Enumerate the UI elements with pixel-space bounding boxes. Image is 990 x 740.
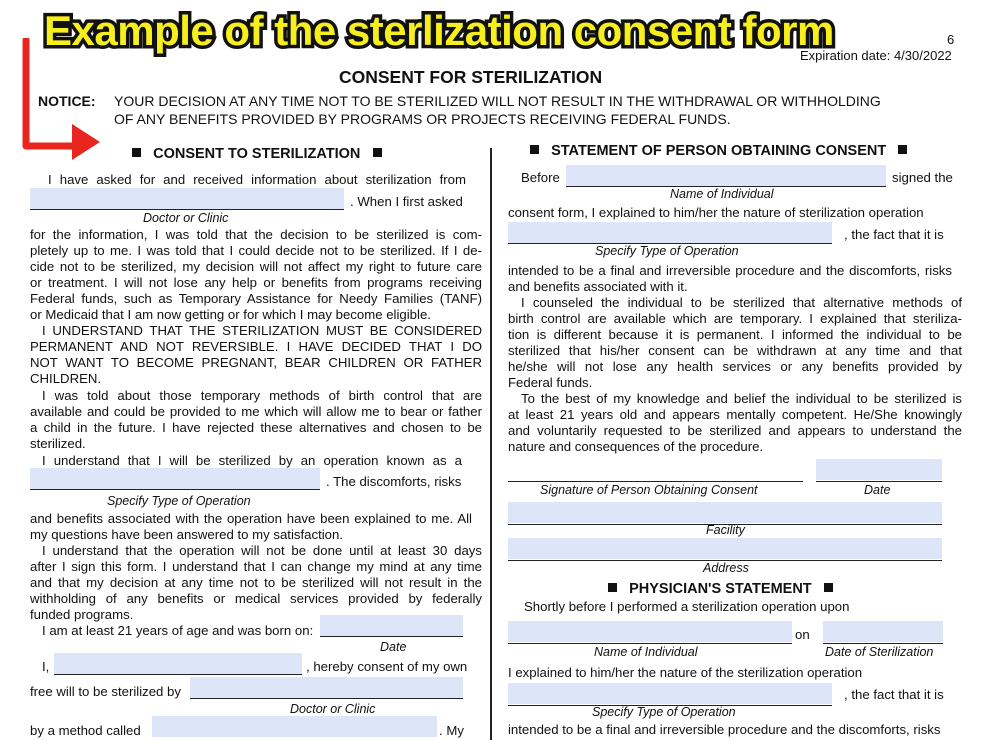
physician-heading [608, 580, 833, 598]
date-underline-right [816, 481, 942, 482]
left-p2-last: CHILDREN. [30, 371, 102, 386]
right-p1-line: intended to be a final and irreversible procedure and the discomforts, risks [508, 263, 952, 278]
right-p3-line: and voluntarily requested to be sterilized and appears to understand the [508, 423, 962, 438]
left-p4-last: my questions have been answered to my satisfaction. [30, 527, 344, 542]
left-p4-line3: and benefits associated with the operation have been explained to me. All [30, 511, 472, 526]
notice-line-2: OF ANY BENEFITS PROVIDED BY PROGRAMS OR PROJECTS RECEIVING FEDERAL FUNDS. [114, 111, 731, 127]
left-p2-line: PERMANENT AND NOT REVERSIBLE. I HAVE DECIDED THAT I DO [30, 339, 482, 354]
expiration-date: Expiration date: 4/30/2022 [800, 48, 952, 63]
fact-that: , the fact that it is [844, 227, 944, 242]
notice-line-1: YOUR DECISION AT ANY TIME NOT TO BE STERILIZED WILL NOT RESULT IN THE WITHDRAWAL OR WITHHOLDING [114, 93, 881, 109]
explained-line: I explained to him/her the nature of the sterilization operation [508, 665, 863, 680]
operation-field-physician[interactable] [508, 683, 832, 704]
left-p5-line: and that my decision at any time not to be sterilized will not result in the [30, 575, 482, 590]
facility-field[interactable] [508, 502, 942, 523]
operation-field-right[interactable] [508, 222, 832, 243]
left-p5-line: after I sign this form. I understand that I can change my mind at any time [30, 559, 482, 574]
left-p3-line: I was told about those temporary methods of birth control that are [42, 388, 482, 403]
left-p1-line: Federal funds, such as Temporary Assistance for Needy Families (TANF) [30, 291, 482, 306]
specify-operation-label: Specify Type of Operation [107, 494, 251, 508]
left-p3-last: sterilized. [30, 436, 86, 451]
doctor-clinic-label-2: Doctor or Clinic [290, 702, 376, 716]
free-will-line: free will to be sterilized by [30, 684, 181, 699]
my-text: . My [439, 723, 464, 738]
left-p4-after-field: . The discomforts, risks [326, 474, 462, 489]
sterilization-date-field[interactable] [823, 621, 943, 642]
signature-label: Signature of Person Obtaining Consent [540, 483, 758, 497]
facility-label: Facility [706, 523, 745, 537]
right-p2-line: he/she will not lose any health services or any benefits provided by [508, 359, 962, 374]
age-line: I am at least 21 years of age and was born on: [42, 623, 314, 638]
form-number-fragment: 6 [947, 32, 955, 47]
specify-operation-label-2: Specify Type of Operation [592, 705, 736, 719]
left-p1-line: cide not to be sterilized, my decision will not affect my right to future care [30, 259, 482, 274]
notice-label: NOTICE: [38, 93, 96, 109]
consent-form-line: consent form, I explained to him/her the nature of sterilization operation [508, 205, 924, 220]
left-p1-last: or Medicaid that I am now getting or for which I may become eligible. [30, 307, 431, 322]
birth-date-field[interactable] [320, 615, 463, 636]
red-arrow-annotation [18, 38, 113, 163]
left-p1-line: or treatment. I will not lose any help or benefits from programs receiving [30, 275, 482, 290]
method-called: by a method called [30, 723, 141, 738]
banner-title: Example of the sterlization consent form [44, 7, 834, 54]
sterilization-date-underline [823, 643, 943, 644]
operation-type-underline [30, 489, 320, 490]
date-sterilization-label: Date of Sterilization [825, 645, 934, 659]
right-p2-line: sterilized that his/her consent can be withdrawn at any time and that [508, 343, 962, 358]
name-individual-label-2: Name of Individual [594, 645, 698, 659]
left-p3-line: available and could be provided to me which will allow me to bear or father [30, 404, 482, 419]
specify-operation-label-right: Specify Type of Operation [595, 244, 739, 258]
birth-date-underline [320, 636, 463, 637]
i-label: I, [42, 659, 50, 674]
individual-name-field[interactable] [54, 653, 302, 674]
doctor-clinic-field-2[interactable] [190, 677, 463, 698]
bullet-square-icon [898, 145, 907, 154]
individual-name-field-right[interactable] [566, 165, 886, 186]
left-p1-after-field: . When I first asked [350, 194, 463, 209]
left-p5-line: I understand that the operation will not be done until at least 30 days [42, 543, 482, 558]
left-p3-line: a child in the future. I have rejected these alternatives and chosen to be [30, 420, 482, 435]
doctor-clinic-label: Doctor or Clinic [143, 211, 229, 225]
fact-that-2: , the fact that it is [844, 687, 944, 702]
physician-heading-text: PHYSICIAN'S STATEMENT [629, 581, 812, 597]
last-line: intended to be a final and irreversible procedure and the discomforts, risks [508, 722, 941, 737]
individual-name-field-physician[interactable] [508, 621, 792, 642]
left-p5-line: withholding of any benefits or medical services provided by federally [30, 591, 482, 606]
left-p5-last: funded programs. [30, 607, 134, 622]
column-divider [490, 148, 492, 740]
doctor-clinic-underline-2 [190, 698, 463, 699]
right-p3-line: at least 21 years old and appears mentally competent. He/She knowingly [508, 407, 962, 422]
on-text: on [795, 627, 810, 642]
form-title: CONSENT FOR STERILIZATION [339, 67, 603, 87]
before-text: Before [521, 170, 560, 185]
right-p3-last: nature and consequences of the procedure. [508, 439, 764, 454]
individual-name-underline-physician [508, 643, 792, 644]
address-label: Address [703, 561, 749, 575]
hereby-consent: , hereby consent of my own [306, 659, 468, 674]
left-p2-line: NOT WANT TO BECOME PREGNANT, BEAR CHILDREN OR FATHER [30, 355, 482, 370]
right-p2-last: Federal funds. [508, 375, 593, 390]
operation-type-field[interactable] [30, 468, 320, 489]
right-p2-line: I counseled the individual to be sterilized that alternative methods of [521, 295, 962, 310]
shortly-before: Shortly before I performed a sterilization operation upon [524, 599, 850, 614]
bullet-square-icon [373, 148, 382, 157]
left-p4-line1: I understand that I will be sterilized by an operation known as a [42, 453, 462, 468]
date-label: Date [380, 640, 407, 654]
left-p2-line: I UNDERSTAND THAT THE STERILIZATION MUST BE CONSIDERED [42, 323, 482, 338]
bullet-square-icon [608, 583, 617, 592]
doctor-clinic-underline [30, 209, 344, 210]
signature-underline [508, 481, 803, 482]
method-field[interactable] [152, 716, 437, 737]
left-p1-line: pletely up to me. I was told that I could decide not to be sterilized. If I de- [30, 243, 482, 258]
individual-name-underline [54, 674, 302, 675]
bullet-square-icon [530, 145, 539, 154]
left-p1-line: for the information, I was told that the decision to be sterilized is com- [30, 227, 482, 242]
signed-the: signed the [892, 170, 953, 185]
obtaining-consent-heading [530, 142, 907, 160]
right-p1-last: and benefits associated with it. [508, 279, 688, 294]
date-field-right[interactable] [816, 459, 942, 480]
name-individual-label: Name of Individual [670, 187, 774, 201]
consent-heading [132, 145, 382, 163]
left-p1-line1: I have asked for and received information about sterilization from [48, 172, 466, 187]
right-p3-line: To the best of my knowledge and belief the individual to be sterilized is [521, 391, 962, 406]
obtaining-consent-heading-text: STATEMENT OF PERSON OBTAINING CONSENT [551, 143, 887, 159]
right-p2-line: birth control are available which are temporary. I explained that steriliza- [508, 311, 962, 326]
date-label-right: Date [864, 483, 891, 497]
bullet-square-icon [132, 148, 141, 157]
address-field[interactable] [508, 538, 942, 559]
doctor-clinic-field[interactable] [30, 188, 344, 209]
right-p2-line: tion is different because it is permanent. I informed the individual to be [508, 327, 962, 342]
consent-heading-text: CONSENT TO STERILIZATION [153, 146, 361, 162]
bullet-square-icon [824, 583, 833, 592]
